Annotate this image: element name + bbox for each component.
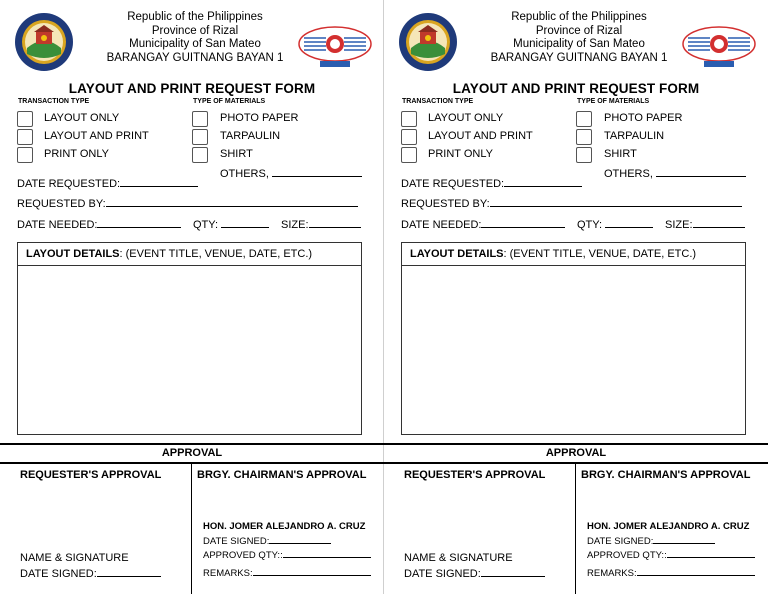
header-republic: Republic of the Philippines xyxy=(511,11,647,23)
date-needed-field[interactable] xyxy=(17,217,181,231)
chairman-name: HON. JOMER ALEJANDRO A. CRUZ xyxy=(587,521,750,532)
approval-top-rule xyxy=(0,443,384,445)
qty-field[interactable] xyxy=(577,217,653,231)
date-requested-label: DATE REQUESTED: xyxy=(17,178,121,190)
requested-by-field[interactable] xyxy=(17,196,358,210)
it-department-logo-icon xyxy=(680,20,758,68)
others-field[interactable] xyxy=(220,166,362,180)
barangay-seal-icon xyxy=(398,12,458,72)
approval-title: APPROVAL xyxy=(545,447,607,459)
requested-by-field[interactable] xyxy=(401,196,742,210)
option-photo-paper: PHOTO PAPER xyxy=(220,112,299,124)
checkbox-print-only[interactable] xyxy=(17,147,33,163)
others-field[interactable] xyxy=(604,166,746,180)
requester-approval-heading: REQUESTER'S APPROVAL xyxy=(20,469,162,481)
requested-by-label: REQUESTED BY: xyxy=(17,198,106,210)
size-label: SIZE: xyxy=(665,219,693,231)
header-barangay: BARANGAY GUITNANG BAYAN 1 xyxy=(490,51,668,64)
approved-qty-field[interactable]: APPROVED QTY:: xyxy=(587,548,755,561)
approval-top-rule xyxy=(384,443,768,445)
materials-label: TYPE OF MATERIALS xyxy=(193,98,266,105)
option-shirt: SHIRT xyxy=(220,148,253,160)
requester-date-signed-field[interactable]: DATE SIGNED: xyxy=(20,566,161,581)
checkbox-shirt[interactable] xyxy=(192,147,208,163)
checkbox-layout-only[interactable] xyxy=(17,111,33,127)
layout-details-heading: LAYOUT DETAILS: (EVENT TITLE, VENUE, DATE, ETC.) xyxy=(18,243,361,266)
qty-label: QTY: xyxy=(577,219,603,231)
option-print-only: PRINT ONLY xyxy=(44,148,109,160)
checkbox-tarpaulin[interactable] xyxy=(576,129,592,145)
date-needed-label: DATE NEEDED: xyxy=(17,219,98,231)
size-field[interactable] xyxy=(281,217,361,231)
checkbox-layout-and-print[interactable] xyxy=(401,129,417,145)
form-title: LAYOUT AND PRINT REQUEST FORM xyxy=(452,81,700,96)
chairman-approval-heading: BRGY. CHAIRMAN'S APPROVAL xyxy=(581,469,751,481)
date-requested-field[interactable] xyxy=(17,176,198,190)
qty-field[interactable] xyxy=(193,217,269,231)
requested-by-label: REQUESTED BY: xyxy=(401,198,490,210)
size-label: SIZE: xyxy=(281,219,309,231)
option-layout-and-print: LAYOUT AND PRINT xyxy=(428,130,533,142)
header-barangay: BARANGAY GUITNANG BAYAN 1 xyxy=(106,51,284,64)
header-municipality: Municipality of San Mateo xyxy=(513,38,645,51)
option-layout-only: LAYOUT ONLY xyxy=(428,112,504,124)
header-province: Province of Rizal xyxy=(535,24,623,37)
checkbox-layout-only[interactable] xyxy=(401,111,417,127)
date-requested-field[interactable] xyxy=(401,176,582,190)
approval-column-divider xyxy=(191,463,192,594)
requester-approval-heading: REQUESTER'S APPROVAL xyxy=(404,469,546,481)
checkbox-shirt[interactable] xyxy=(576,147,592,163)
name-signature-label: NAME & SIGNATURE xyxy=(404,552,513,564)
remarks-field[interactable]: REMARKS: xyxy=(203,566,371,579)
date-needed-label: DATE NEEDED: xyxy=(401,219,482,231)
chairman-name: HON. JOMER ALEJANDRO A. CRUZ xyxy=(203,521,366,532)
requester-date-signed-field[interactable]: DATE SIGNED: xyxy=(404,566,545,581)
header-province: Province of Rizal xyxy=(151,24,239,37)
approval-title: APPROVAL xyxy=(161,447,223,459)
chairman-date-signed-field[interactable]: DATE SIGNED: xyxy=(203,534,331,547)
transaction-type-label: TRANSACTION TYPE xyxy=(402,98,474,105)
checkbox-tarpaulin[interactable] xyxy=(192,129,208,145)
checkbox-layout-and-print[interactable] xyxy=(17,129,33,145)
transaction-type-label: TRANSACTION TYPE xyxy=(18,98,90,105)
layout-details-box[interactable] xyxy=(401,242,746,435)
approved-qty-field[interactable]: APPROVED QTY:: xyxy=(203,548,371,561)
layout-details-box[interactable] xyxy=(17,242,362,435)
barangay-seal-icon xyxy=(14,12,74,72)
form-title: LAYOUT AND PRINT REQUEST FORM xyxy=(68,81,316,96)
others-label: OTHERS, xyxy=(604,168,653,180)
option-photo-paper: PHOTO PAPER xyxy=(604,112,683,124)
header-municipality: Municipality of San Mateo xyxy=(129,38,261,51)
header-block xyxy=(90,11,300,65)
option-layout-only: LAYOUT ONLY xyxy=(44,112,120,124)
checkbox-photo-paper[interactable] xyxy=(576,111,592,127)
option-tarpaulin: TARPAULIN xyxy=(220,130,281,142)
date-needed-field[interactable] xyxy=(401,217,565,231)
date-requested-label: DATE REQUESTED: xyxy=(401,178,505,190)
approval-column-divider xyxy=(575,463,576,594)
others-label: OTHERS, xyxy=(220,168,269,180)
chairman-date-signed-field[interactable]: DATE SIGNED: xyxy=(587,534,715,547)
approval-divider xyxy=(0,462,384,464)
checkbox-photo-paper[interactable] xyxy=(192,111,208,127)
name-signature-label: NAME & SIGNATURE xyxy=(20,552,129,564)
chairman-approval-heading: BRGY. CHAIRMAN'S APPROVAL xyxy=(197,469,367,481)
size-field[interactable] xyxy=(665,217,745,231)
header-block xyxy=(474,11,684,65)
remarks-field[interactable]: REMARKS: xyxy=(587,566,755,579)
header-republic: Republic of the Philippines xyxy=(127,11,263,23)
it-department-logo-icon xyxy=(296,20,374,68)
option-layout-and-print: LAYOUT AND PRINT xyxy=(44,130,149,142)
qty-label: QTY: xyxy=(193,219,219,231)
option-print-only: PRINT ONLY xyxy=(428,148,493,160)
materials-label: TYPE OF MATERIALS xyxy=(577,98,650,105)
option-shirt: SHIRT xyxy=(604,148,637,160)
request-form-right xyxy=(384,0,768,594)
option-tarpaulin: TARPAULIN xyxy=(604,130,665,142)
checkbox-print-only[interactable] xyxy=(401,147,417,163)
layout-details-heading: LAYOUT DETAILS: (EVENT TITLE, VENUE, DATE, ETC.) xyxy=(402,243,745,266)
approval-divider xyxy=(384,462,768,464)
